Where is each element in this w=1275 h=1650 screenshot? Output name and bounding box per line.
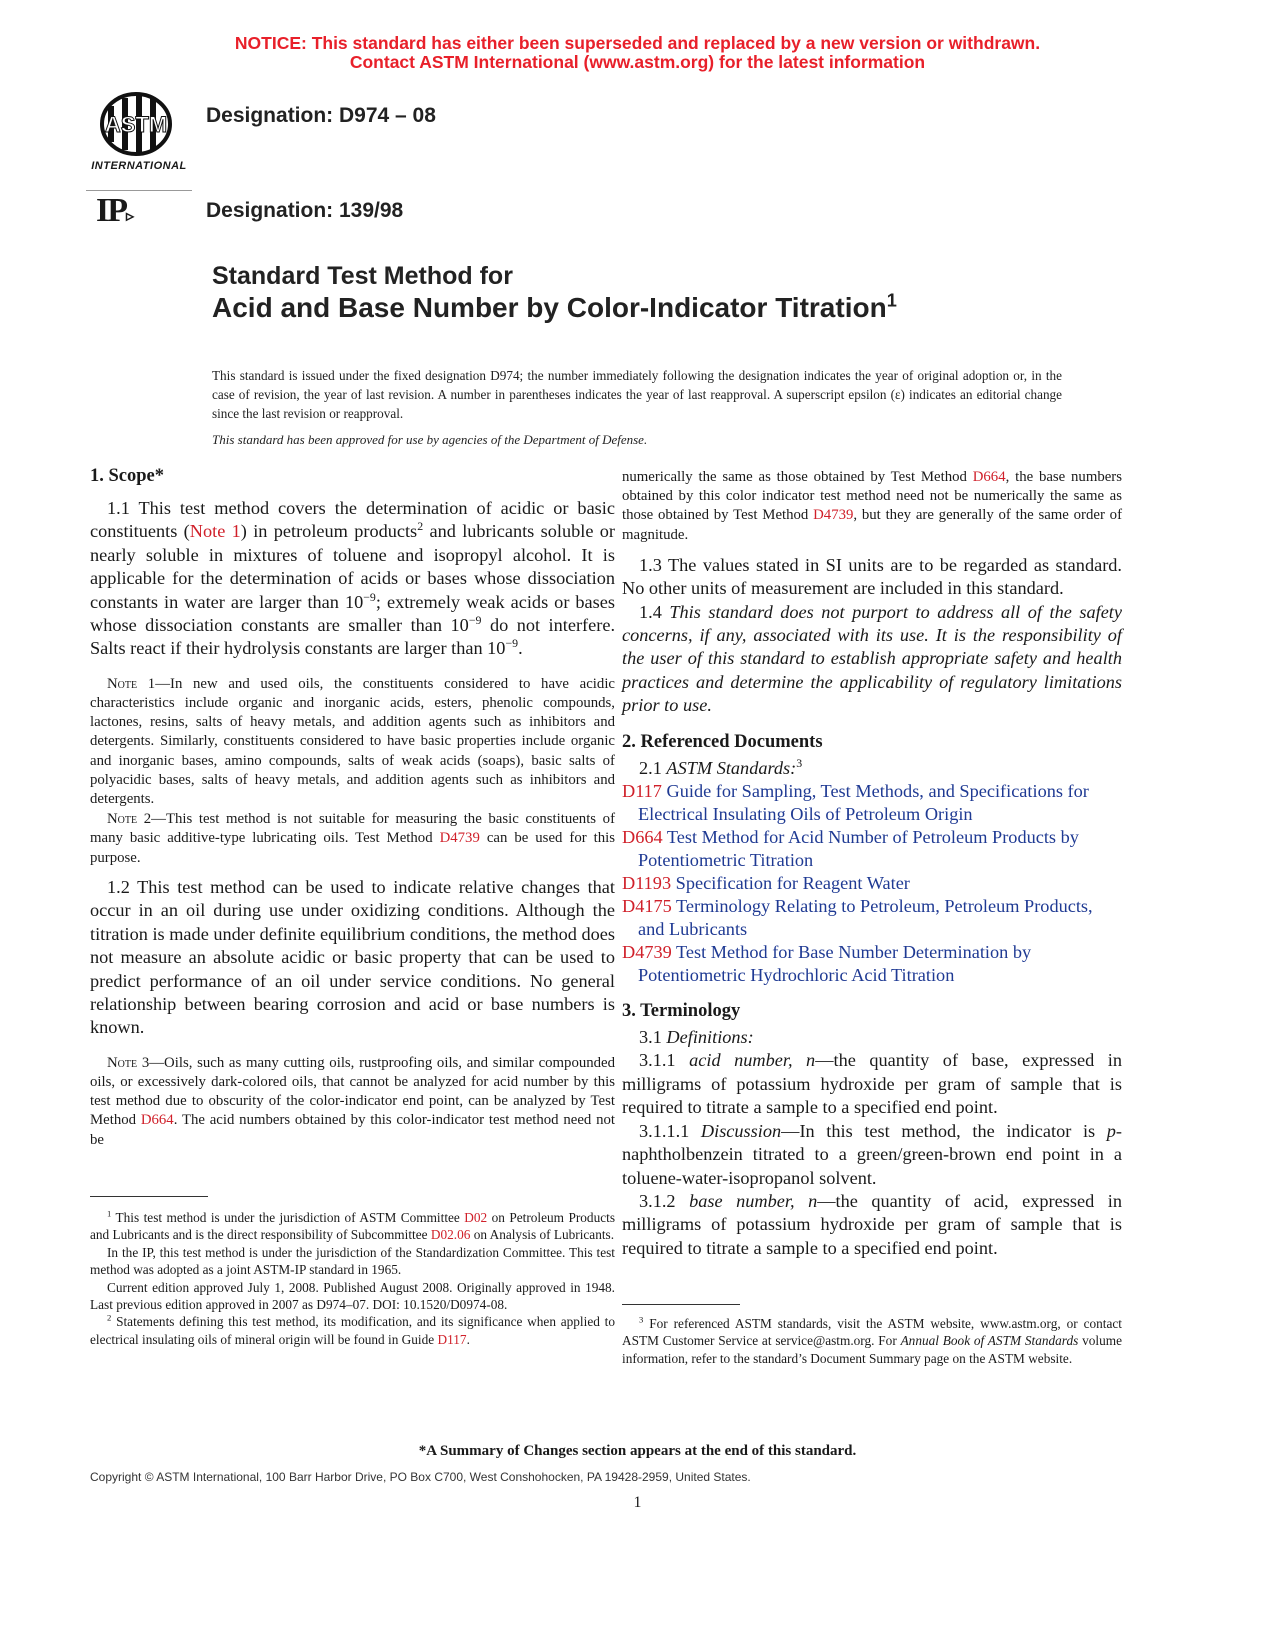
logo-divider [86, 190, 192, 191]
reference-title[interactable]: Guide for Sampling, Test Methods, and Specifications for Electrical Insulating Oils of Petroleum Origin [638, 781, 1089, 825]
right-footnote-rule [622, 1304, 740, 1305]
reference-title[interactable]: Terminology Relating to Petroleum, Petroleum Products, and Lubricants [638, 896, 1093, 940]
fn1-text-c: on Analysis of Lubricants. [470, 1227, 615, 1243]
footnote-3-ref[interactable]: 3 [796, 755, 803, 770]
notice-line-1: NOTICE: This standard has either been superseded and replaced by a new version or withdrawn. [234, 33, 1041, 53]
summary-of-changes-note: *A Summary of Changes section appears at the end of this standard. [418, 1443, 857, 1459]
note-3-text-b: . The acid numbers obtained by this color-indicator test method need not be [90, 1112, 615, 1148]
copyright-line: Copyright © ASTM International, 100 Barr Harbor Drive, PO Box C700, West Conshohocken, PA 19428-2959, United States. [90, 1470, 751, 1484]
left-column [90, 466, 615, 1150]
footnote-1-para-3: Current edition approved July 1, 2008. Published August 2008. Originally approved in 1948. Last previous edition approved in 2007 as D974–07. DOI: 10.1520/D0974-08. [90, 1279, 615, 1313]
footnote-1-marker: 1 [107, 1208, 112, 1219]
reference-code[interactable]: D4739 [622, 942, 672, 963]
footnote-3-marker: 3 [639, 1314, 644, 1325]
reference-code[interactable]: D117 [622, 781, 662, 802]
cont-text-c: , but they are generally of the same order of magnitude. [622, 507, 1122, 543]
note-3 [90, 1054, 615, 1150]
cont-text-a: numerically the same as those obtained by Test Method [622, 469, 973, 485]
reference-title[interactable]: Test Method for Acid Number of Petroleum Products by Potentiometric Titration [638, 827, 1079, 871]
fn1-link-d02[interactable]: D02 [464, 1210, 488, 1225]
base-number-term: base number, n [689, 1190, 818, 1211]
p3111-text-a: —In this test method, the indicator is [781, 1120, 1107, 1141]
p31-text: Definitions: [666, 1027, 754, 1048]
title-footnote-ref[interactable]: 1 [886, 290, 897, 311]
note-3-label: Note 3 [107, 1054, 150, 1071]
p3111-text-b: -naphtholbenzein titrated to a green/green-brown end point in a toluene-water-isopropanol solvent. [622, 1120, 1122, 1188]
p11-text-a: 1.1 This test method covers the determination of acidic or basic constituents ( [90, 498, 615, 542]
reference-item-d117[interactable] [622, 780, 1122, 826]
note-2-text-b: can be used for this purpose. [90, 830, 615, 866]
p31-number: 3.1 [639, 1027, 667, 1048]
ip-logo-text: IP [96, 192, 126, 229]
cont-link-d664[interactable]: D664 [972, 469, 1006, 485]
fn1-text-a: This test method is under the jurisdiction of ASTM Committee [111, 1210, 465, 1225]
paragraph-2-1 [622, 757, 1122, 780]
right-column [622, 468, 1122, 1260]
discussion-term: Discussion [700, 1120, 782, 1141]
note-2 [90, 810, 615, 868]
note-2-label: Note 2 [107, 811, 152, 828]
p11-text-f: . [518, 638, 523, 659]
dod-approval-statement: This standard has been approved for use by agencies of the Department of Defense. [212, 432, 648, 447]
left-footnote-rule [90, 1196, 208, 1197]
p312-text: —the quantity of acid, expressed in milligrams of potassium hydroxide per gram of sample that is required to titrate a sample to a specified end point. [622, 1190, 1122, 1258]
p311-text: —the quantity of base, expressed in milligrams of potassium hydroxide per gram of sample that is required to titrate a sample to a specified end point. [622, 1050, 1122, 1118]
withdrawal-notice [0, 34, 1275, 72]
note-3-text-a: —Oils, such as many cutting oils, rustproofing oils, and similar compounded oils, or excessively dark-colored oils, that cannot be analyzed for acid number by this test method due to obscurity of the color-indicator end point, can be analyzed by Test Method [90, 1054, 615, 1129]
p11-exponent-1: −9 [363, 589, 376, 604]
p3111-number: 3.1.1.1 [639, 1120, 701, 1141]
note-1 [90, 675, 615, 809]
cont-link-d4739[interactable]: D4739 [813, 507, 854, 524]
p11-text-c: and lubricants soluble or nearly soluble in mixtures of toluene and isopropyl alcohol. It is applicable for the determination of acids or bases whose dissociation constants in water are larger than 10 [90, 521, 615, 612]
note-3-link-d664[interactable]: D664 [140, 1112, 174, 1129]
p3111-italic-p: p [1106, 1120, 1116, 1141]
p14-number: 1.4 [639, 601, 670, 622]
fn3-text-b: volume information, refer to the standard’s Document Summary page on the ASTM website. [622, 1333, 1122, 1366]
footnote-2 [90, 1313, 615, 1348]
title-line-1: Standard Test Method for [212, 262, 513, 290]
fn3-italic: Annual Book of ASTM Standards [900, 1333, 1079, 1349]
note-2-link-d4739[interactable]: D4739 [439, 830, 480, 847]
section-2-heading: 2. Referenced Documents [622, 731, 823, 752]
note-3-continued [622, 468, 1122, 545]
p11-exponent-2: −9 [468, 612, 482, 627]
title-line-2: Acid and Base Number by Color-Indicator Titration [212, 292, 887, 323]
reference-code[interactable]: D664 [622, 827, 663, 848]
p21-number: 2.1 [639, 757, 667, 778]
footnote-2-ref[interactable]: 2 [417, 519, 424, 534]
astm-logo-text: ASTM [104, 112, 168, 137]
footnote-1 [90, 1209, 615, 1244]
paragraph-3-1-1-1 [622, 1120, 1122, 1190]
paragraph-1-3: 1.3 The values stated in SI units are to be regarded as standard. No other units of measurement are included in this standard. [622, 554, 1122, 599]
fn2-text-b: . [466, 1331, 470, 1347]
reference-title[interactable]: Specification for Reagent Water [675, 873, 910, 894]
designation-ip: Designation: 139/98 [206, 199, 404, 222]
footnote-1-para-2: In the IP, this test method is under the jurisdiction of the Standardization Committee. This test method was adopted as a joint ASTM-IP standard in 1965. [90, 1244, 615, 1278]
paragraph-3-1-1 [622, 1049, 1122, 1119]
referenced-standards-list [622, 780, 1122, 987]
reference-item-d4739[interactable] [622, 941, 1122, 987]
p11-text-b: ) in petroleum products [240, 521, 418, 542]
fn1-text-b: on Petroleum Products and Lubricants and is the direct responsibility of Subcommittee [90, 1210, 615, 1243]
p311-number: 3.1.1 [639, 1050, 690, 1071]
astm-logo [84, 86, 194, 178]
page-title [212, 292, 897, 324]
p21-text: ASTM Standards: [666, 757, 797, 778]
paragraph-3-1 [622, 1026, 1122, 1049]
paragraph-3-1-2 [622, 1190, 1122, 1260]
footnote-3 [622, 1315, 1122, 1367]
p11-text-d: ; extremely weak acids or bases whose dissociation constants are smaller than 10 [90, 591, 616, 636]
p11-exponent-3: −9 [505, 636, 519, 651]
note-1-text: —In new and used oils, the constituents considered to have acidic characteristics include organic and inorganic acids, esters, phenolic compounds, lactones, resins, salts of heavy metals, and addition agents such as inhibitors and detergents. Similarly, constituents considered to have basic properties include organic and inorganic bases, amino compounds, salts of weak acids (soaps), basic salts of polyacidic bases, salts of heavy metals, and addition agents such as inhibitors and detergents. [90, 675, 615, 808]
astm-international-label: INTERNATIONAL [91, 160, 187, 172]
paragraph-1-4 [622, 601, 1122, 718]
issuance-statement: This standard is issued under the fixed designation D974; the number immediately following the designation indicates the year of original adoption or, in the case of revision, the year of last revision. A number in parentheses indicates the year of last reapproval. A superscript epsilon (ε) indicates an editorial change since the last revision or reapproval. [212, 368, 1062, 421]
reference-code[interactable]: D1193 [622, 873, 672, 894]
section-1-heading: 1. Scope* [90, 466, 164, 486]
notice-line-2: Contact ASTM International (www.astm.org) for the latest information [349, 52, 926, 72]
page-number: 1 [633, 1494, 642, 1511]
note-1-link[interactable]: Note 1 [189, 521, 241, 542]
fn2-link-d117[interactable]: D117 [437, 1331, 467, 1347]
designation-astm: Designation: D974 – 08 [206, 104, 436, 127]
p11-text-e: do not interfere. Salts react if their hydrolysis constants are larger than 10 [90, 615, 616, 659]
reference-code[interactable]: D4175 [622, 896, 672, 917]
right-footnotes [622, 1315, 1122, 1367]
p312-number: 3.1.2 [639, 1190, 690, 1211]
reference-title[interactable]: Test Method for Base Number Determination by Potentiometric Hydrochloric Acid Titration [638, 942, 1032, 986]
note-2-text-a: —This test method is not suitable for measuring the basic constituents of many basic additive-type lubricating oils. Test Method [90, 811, 615, 847]
section-3-heading: 3. Terminology [622, 1001, 741, 1022]
p14-text: This standard does not purport to address all of the safety concerns, if any, associated with its use. It is the responsibility of the user of this standard to establish appropriate safety and health practices and determine the applicability of regulatory limitations prior to use. [622, 601, 1122, 716]
left-footnotes [90, 1209, 615, 1348]
cont-text-b: , the base numbers obtained by this color indicator test method need not be numerically the same as those obtained by Test Method [622, 469, 1122, 524]
reference-item-d4175[interactable] [622, 895, 1122, 941]
fn2-text-a: Statements defining this test method, its modification, and its significance when applied to electrical insulating oils of mineral origin will be found in Guide [90, 1314, 615, 1347]
reference-item-d1193[interactable] [622, 872, 1122, 895]
ip-logo: IP▹ [96, 192, 133, 229]
reference-item-d664[interactable] [622, 826, 1122, 872]
paragraph-1-1 [90, 497, 615, 661]
footnote-2-marker: 2 [107, 1313, 112, 1324]
fn1-link-d0206[interactable]: D02.06 [430, 1227, 471, 1243]
paragraph-1-2: 1.2 This test method can be used to indicate relative changes that occur in an oil during use under oxidizing conditions. Although the titration is made under definite equilibrium conditions, the method does not measure an absolute acidic or basic property that can be used to predict performance of an oil under service conditions. No general relationship between bearing corrosion and acid or base numbers is known. [90, 876, 615, 1038]
note-1-label: Note 1 [107, 675, 156, 692]
acid-number-term: acid number, n [689, 1050, 816, 1071]
fn3-text-a: For referenced ASTM standards, visit the ASTM website, www.astm.org, or contact ASTM Customer Service at service@astm.org. For [622, 1316, 1122, 1349]
